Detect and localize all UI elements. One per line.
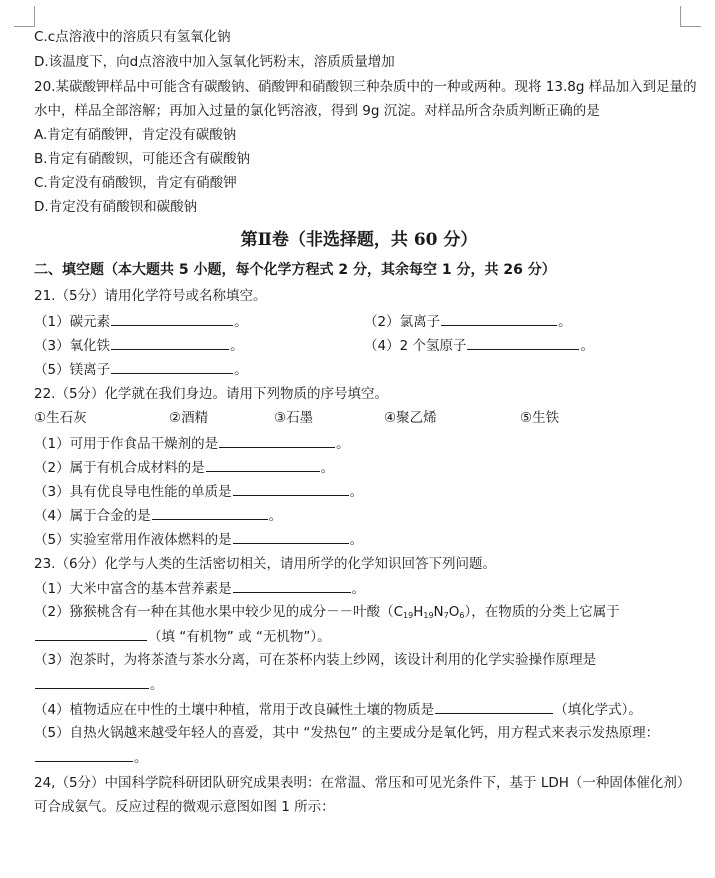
formula-subscript: 7: [443, 611, 449, 620]
period: 。: [230, 338, 244, 354]
q20-option-c: C.肯定没有硝酸钡，肯定有硝酸钾: [34, 175, 237, 191]
q23-item-1-label: （1）大米中富含的基本营养素是: [34, 581, 232, 597]
q22-item-2: [34, 458, 334, 476]
q22-item-1: [34, 434, 350, 452]
formula-element: N: [433, 604, 444, 620]
q22-choice-1: ①生石灰: [34, 410, 87, 426]
q23-item-4-label: （4）植物适应在中性的土壤中种植，常用于改良碱性土壤的物质是: [34, 702, 435, 718]
period: 。: [349, 532, 364, 548]
answer-blank[interactable]: [233, 579, 351, 593]
answer-blank[interactable]: [233, 482, 349, 496]
q20-option-a: A.肯定有硝酸钾，肯定没有碳酸钠: [34, 127, 237, 143]
q21-item-3-label: （3）氧化铁: [34, 338, 111, 354]
answer-blank[interactable]: [467, 336, 579, 350]
formula-element: O: [448, 604, 460, 620]
answer-blank[interactable]: [435, 700, 553, 714]
period: 。: [234, 362, 248, 378]
q22-item-3: [34, 482, 363, 500]
period: 。: [580, 338, 594, 354]
q23-item-2-label: （2）猕猴桃含有一种在其他水果中较少见的成分－－叶酸（C: [34, 604, 404, 620]
q23-item-1: [34, 579, 365, 597]
period: 。: [150, 677, 164, 693]
formula-subscript: 19: [423, 611, 434, 620]
q23-item-4: [34, 700, 642, 718]
q22-item-5-label: （5）实验室常用作液体燃料的是: [34, 532, 232, 548]
answer-blank[interactable]: [219, 434, 335, 448]
formula-subscript: 19: [403, 611, 414, 620]
q22-choice-4: ④聚乙烯: [384, 410, 437, 426]
q21-item-3: [34, 336, 244, 354]
answer-blank[interactable]: [35, 748, 133, 762]
q24-stem-line1: 24,（5分）中国科学院科研团队研究成果表明：在常温、常压和可见光条件下，基于 LDH（一种固体催化剂）: [34, 775, 691, 791]
q22-choice-3: ③石墨: [274, 410, 314, 426]
period: 。: [351, 581, 366, 597]
q22-item-1-label: （1）可用于作食品干燥剂的是: [34, 436, 219, 452]
answer-blank[interactable]: [233, 530, 349, 544]
q23-item-5: （5）自热火锅越来越受年轻人的喜爱，其中 “发热包” 的主要成分是氧化钙，用方程式来表示发热原理：: [34, 725, 660, 741]
q22-item-3-label: （3）具有优良导电性能的单质是: [34, 484, 232, 500]
answer-blank[interactable]: [35, 627, 147, 641]
period: 。: [558, 314, 572, 330]
q22-item-4: [34, 506, 282, 524]
q23-item-3: （3）泡茶时，为将茶渣与茶水分离，可在茶杯内装上纱网，该设计利用的化学实验操作原理是: [34, 652, 597, 668]
q21-item-5-label: （5）镁离子: [34, 362, 111, 378]
q20-stem-line1: 20.某碳酸钾样品中可能含有碳酸钠、硝酸钾和硝酸钡三种杂质中的一种或两种。现将 13.8g 样品加入到足量的: [34, 79, 697, 95]
q21-item-1: [34, 312, 248, 330]
section2-title: 二、填空题（本大题共 5 小题，每个化学方程式 2 分，其余每空 1 分，共 26 分）: [34, 262, 556, 278]
q21-item-5: [34, 360, 248, 378]
period: 。: [349, 484, 364, 500]
q22-item-5: [34, 530, 363, 548]
part2-title: 第Ⅱ卷（非选择题，共 60 分）: [240, 230, 478, 250]
q20-option-d: D.肯定没有硝酸钡和碳酸钠: [34, 199, 198, 215]
q23-item-3-answer: [34, 675, 164, 693]
q23-item-4-hint: （填化学式）。: [554, 702, 642, 718]
q21-item-2: [364, 312, 572, 330]
q23-item-5-answer: [34, 748, 148, 766]
q23-item-2-hint: （填 “有机物” 或 “无机物”）。: [148, 629, 331, 645]
answer-blank[interactable]: [35, 675, 149, 689]
answer-blank[interactable]: [206, 458, 320, 472]
formula-subscript: 6: [459, 611, 465, 620]
q21-item-1-label: （1）碳元素: [34, 314, 111, 330]
period: 。: [134, 750, 148, 766]
q24-stem-line2: 可合成氨气。反应过程的微观示意图如图 1 所示：: [34, 799, 335, 815]
answer-blank[interactable]: [441, 312, 557, 326]
q23-item-2: [34, 603, 620, 621]
q20-stem-line2: 水中，样品全部溶解；再加入过量的氯化钙溶液，得到 9g 沉淀。对样品所含杂质判断正确的是: [34, 103, 600, 119]
q20-option-b: B.肯定有硝酸钡，可能还含有碳酸钠: [34, 151, 251, 167]
q22-stem: 22.（5分）化学就在我们身边。请用下列物质的序号填空。: [34, 386, 389, 402]
q22-item-2-label: （2）属于有机合成材料的是: [34, 460, 205, 476]
q21-item-4-label: （4）2 个氢原子: [364, 338, 467, 354]
answer-blank[interactable]: [111, 336, 229, 350]
q22-choice-2: ②酒精: [169, 410, 209, 426]
q22-choice-5: ⑤生铁: [520, 410, 560, 426]
answer-blank[interactable]: [111, 312, 233, 326]
page-corner-mark: [14, 6, 35, 27]
period: 。: [320, 460, 335, 476]
q23-item-2-answer: [34, 627, 331, 645]
q21-item-2-label: （2）氯离子: [364, 314, 441, 330]
answer-blank[interactable]: [111, 360, 233, 374]
q23-stem: 23.（6分）化学与人类的生活密切相关，请用所学的化学知识回答下列问题。: [34, 556, 497, 572]
period: 。: [336, 436, 350, 452]
answer-blank[interactable]: [152, 506, 268, 520]
q23-item-2-tail: ），在物质的分类上它属于: [464, 604, 620, 620]
q21-item-4: [364, 336, 594, 354]
page-corner-mark: [680, 6, 701, 27]
period: 。: [234, 314, 248, 330]
formula-element: H: [413, 604, 424, 620]
q21-stem: 21.（5分）请用化学符号或名称填空。: [34, 288, 267, 304]
q19-option-d: D.该温度下，向d点溶液中加入氢氧化钙粉末，溶质质量增加: [34, 54, 395, 70]
period: 。: [268, 508, 283, 524]
q19-option-c: C.c点溶液中的溶质只有氢氧化钠: [34, 29, 231, 45]
q22-item-4-label: （4）属于合金的是: [34, 508, 151, 524]
